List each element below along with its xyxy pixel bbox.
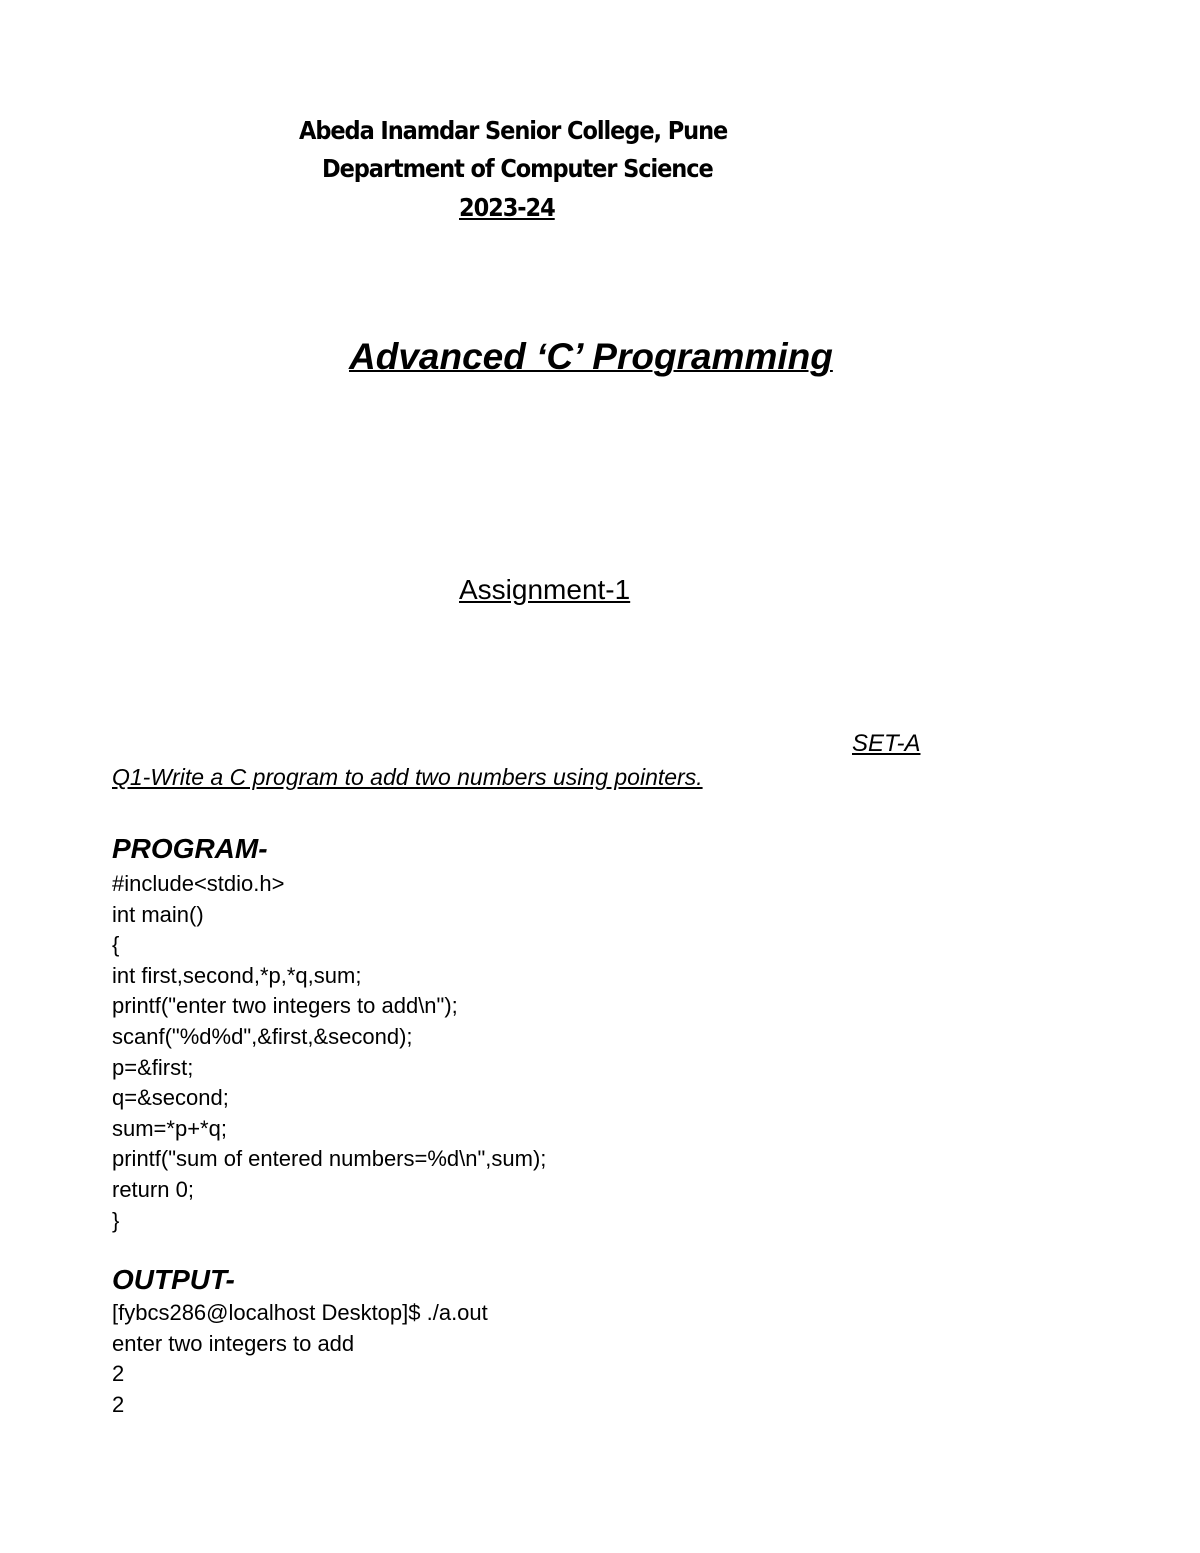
question-text: Q1-Write a C program to add two numbers using pointers. — [112, 764, 703, 790]
code-line: printf("sum of entered numbers=%d\n",sum); — [112, 1146, 547, 1172]
output-line: enter two integers to add — [112, 1330, 355, 1356]
code-line: int main() — [112, 901, 204, 927]
code-line: printf("enter two integers to add\n"); — [112, 993, 458, 1019]
course-title: Advanced ‘C’ Programming — [349, 336, 833, 377]
code-line: sum=*p+*q; — [112, 1115, 227, 1141]
output-heading: OUTPUT- — [112, 1264, 235, 1295]
code-line: { — [112, 932, 120, 958]
code-line: #include<stdio.h> — [112, 871, 285, 896]
program-output — [112, 1298, 488, 1420]
college-name: Abeda Inamdar Senior College, Pune — [299, 116, 728, 145]
code-line: } — [112, 1207, 120, 1233]
code-line: return 0; — [112, 1176, 194, 1202]
code-line: q=&second; — [112, 1085, 229, 1111]
department-name: Department of Computer Science — [322, 154, 713, 183]
code-line: p=&first; — [112, 1054, 194, 1080]
output-line: [fybcs286@localhost Desktop]$ ./a.out — [112, 1300, 488, 1325]
code-line: scanf("%d%d",&first,&second); — [112, 1023, 413, 1049]
academic-year: 2023-24 — [459, 193, 555, 222]
assignment-title: Assignment-1 — [459, 574, 631, 605]
program-code — [112, 869, 546, 1236]
code-line: int first,second,*p,*q,sum; — [112, 962, 362, 988]
set-label: SET-A — [852, 730, 921, 757]
output-line: 2 — [112, 1391, 125, 1417]
output-line: 2 — [112, 1361, 125, 1387]
program-heading: PROGRAM- — [112, 833, 268, 864]
